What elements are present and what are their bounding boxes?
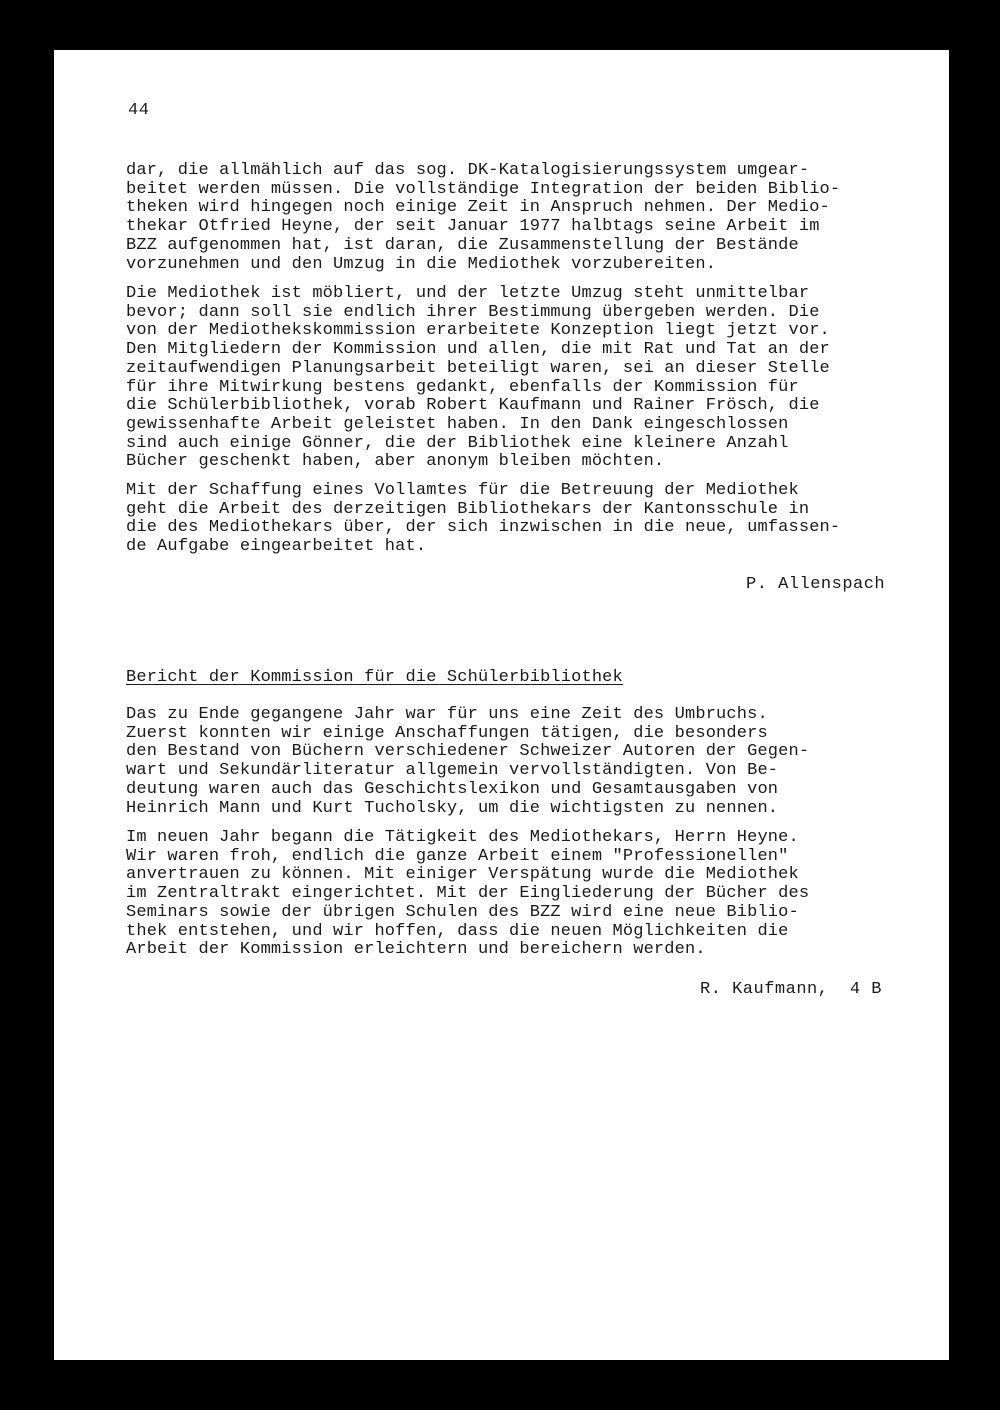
text-line: sind auch einige Gönner, die der Bibliothek eine kleinere Anzahl [126,433,789,453]
text-line: Arbeit der Kommission erleichtern und bereichern werden. [126,940,706,960]
text-line: BZZ aufgenommen hat, ist daran, die Zusammenstellung der Bestände [126,235,799,255]
text-line: de Aufgabe eingearbeitet hat. [126,537,427,557]
text-line: von der Mediothekskommission erarbeitete Konzeption liegt jetzt vor. [126,321,830,341]
text-line: gewissenhafte Arbeit geleistet haben. In den Dank eingeschlossen [126,414,789,434]
text-line: beitet werden müssen. Die vollständige Integration der beiden Biblio- [126,179,841,199]
text-line: die des Mediothekars über, der sich inzwischen in die neue, umfassen- [126,518,841,538]
text-line: wart und Sekundärliteratur allgemein vervollständigten. Von Be- [126,761,779,781]
text-line: bevor; dann soll sie endlich ihrer Bestimmung übergeben werden. Die [126,302,820,322]
paragraph [126,162,906,274]
text-line: Heinrich Mann und Kurt Tucholsky, um die wichtigsten zu nennen. [126,798,779,818]
text-line: den Bestand von Büchern verschiedener Schweizer Autoren der Gegen- [126,742,810,762]
text-line: Das zu Ende gegangene Jahr war für uns eine Zeit des Umbruchs. [126,705,768,724]
section-title: Bericht der Kommission für die Schülerbibliothek [126,668,623,687]
text-line: anvertrauen zu können. Mit einiger Verspätung wurde die Mediothek [126,865,799,885]
text-line: Bücher geschenkt haben, aber anonym bleiben möchten. [126,452,665,472]
text-line: Den Mitgliedern der Kommission und allen, die mit Rat und Tat an der [126,340,830,360]
text-line: Seminars sowie der übrigen Schulen des BZZ wird eine neue Biblio- [126,902,799,922]
signature-allenspach: P. Allenspach [746,575,886,594]
text-line: Mit der Schaffung eines Vollamtes für die Betreuung der Mediothek [126,481,799,500]
text-line: theken wird hingegen noch einige Zeit in Anspruch nehmen. Der Medio- [126,198,830,218]
text-line: für ihre Mitwirkung bestens gedankt, ebenfalls der Kommission für [126,377,799,397]
paragraph [126,829,906,960]
text-line: thekar Otfried Heyne, der seit Januar 1977 halbtags seine Arbeit im [126,217,820,237]
signature-kaufmann: R. Kaufmann, 4 B [700,980,882,999]
paragraph [126,285,906,472]
page-number: 44 [128,101,150,120]
text-line: Wir waren froh, endlich die ganze Arbeit einem "Professionellen" [126,846,789,866]
paragraph [126,706,906,818]
text-line: die Schülerbibliothek, vorab Robert Kaufmann und Rainer Frösch, die [126,396,820,416]
text-line: vorzunehmen und den Umzug in die Mediothek vorzubereiten. [126,254,717,274]
text-line: im Zentraltrakt eingerichtet. Mit der Eingliederung der Bücher des [126,884,810,904]
text-line: Die Mediothek ist möbliert, und der letzte Umzug steht unmittelbar [126,284,810,303]
text-line: thek entstehen, und wir hoffen, dass die neuen Möglichkeiten die [126,921,789,941]
text-line: geht die Arbeit des derzeitigen Bibliothekars der Kantonsschule in [126,499,810,519]
text-line: deutung waren auch das Geschichtslexikon und Gesamtausgaben von [126,779,779,799]
text-line: dar, die allmählich auf das sog. DK-Katalogisierungssystem umgear- [126,161,810,180]
text-line: zeitaufwendigen Planungsarbeit beteiligt waren, sei an dieser Stelle [126,358,830,378]
text-line: Zuerst konnten wir einige Anschaffungen tätigen, die besonders [126,723,768,743]
paragraph [126,482,906,557]
text-line: Im neuen Jahr begann die Tätigkeit des Mediothekars, Herrn Heyne. [126,828,799,847]
